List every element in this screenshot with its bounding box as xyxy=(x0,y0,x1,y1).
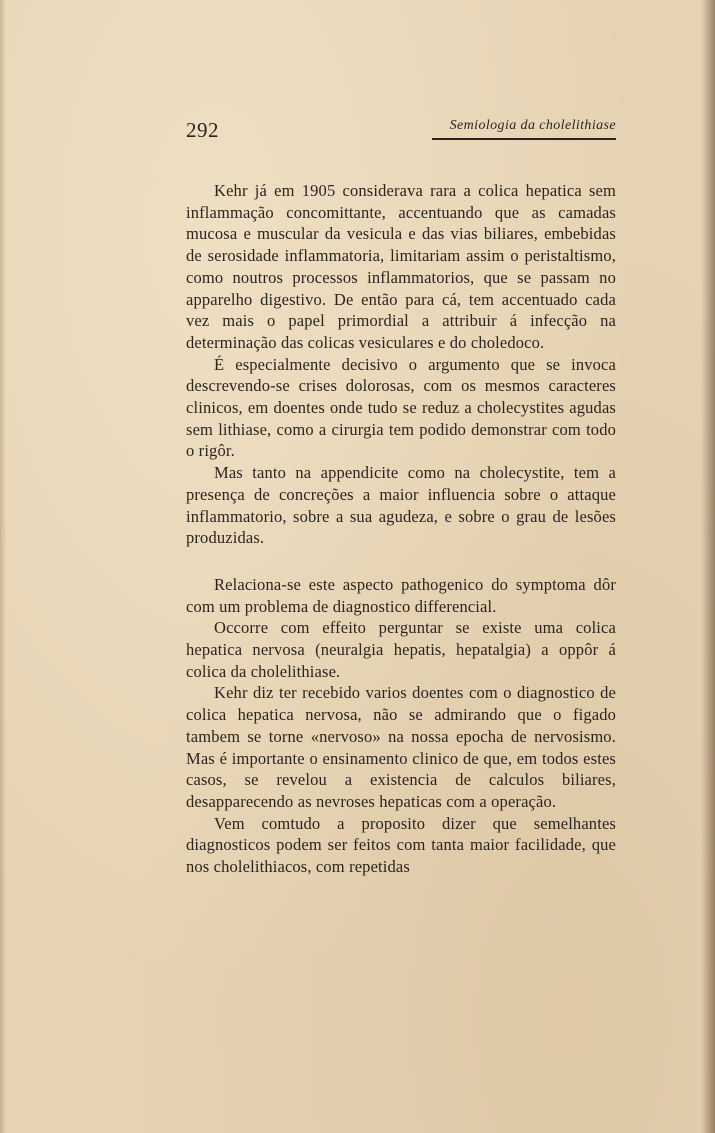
page-number: 292 xyxy=(186,118,219,142)
paragraph-relaciona: Relaciona-se este aspecto pathogenico do symptoma dôr com um problema de diagnostico differencial. xyxy=(186,574,616,616)
page-left-edge xyxy=(0,0,6,1133)
paragraph-kehr-1905: Kehr já em 1905 considerava rara a colica hepatica sem inflammação concomittante, accentuando que as camadas mucosa e muscular da vesicula e das vias biliares, embebidas de serosidade inflammatoria, limitariam assim o peristaltismo, como noutros processos inflammatorios, que se passam no apparelho digestivo. De então para cá, tem accentuado cada vez mais o papel primordial a attribuir á infecção na determinação das colicas vesiculares e do choledoco. xyxy=(186,181,616,352)
paragraph-especialmente: É especialmente decisivo o argumento que se invoca descrevendo-se crises dolorosas, com os mesmos caracteres clinicos, em doentes onde tudo se reduz a cholecystites agudas sem lithiase, como a cirurgia tem podido demonstrar com todo o rigôr. xyxy=(186,354,616,461)
text-body xyxy=(186,180,616,878)
running-title: Semiologia da cholelithiase xyxy=(449,118,616,133)
paragraph-kehr-diz: Kehr diz ter recebido varios doentes com o diagnostico de colica hepatica nervosa, não se admirando que o figado tambem se torne «nervoso» na nossa epocha de nervosismo. Mas é importante o ensinamento clinico de que, em todos estes casos, se revelou a existencia de calculos biliares, desapparecendo as nevroses hepaticas com a operação. xyxy=(186,683,616,811)
page-right-edge-shadow xyxy=(701,0,715,1133)
section-gap xyxy=(186,549,616,574)
paragraph-appendicite: Mas tanto na appendicite como na cholecystite, tem a presença de concreções a maior influencia sobre o attaque inflammatorio, sobre a sua agudeza, e sobre o grau de lesões produzidas. xyxy=(186,463,616,548)
paragraph-vem-comtudo: Vem comtudo a proposito dizer que semelhantes diagnosticos podem ser feitos com tanta maior facilidade, que nos cholelithiacos, com repetidas xyxy=(186,813,616,877)
paragraph-occorre: Occorre com effeito perguntar se existe uma colica hepatica nervosa (neuralgia hepatis, hepatalgia) a oppôr á colica da cholelithiase. xyxy=(186,618,616,681)
header-rule xyxy=(432,138,616,140)
